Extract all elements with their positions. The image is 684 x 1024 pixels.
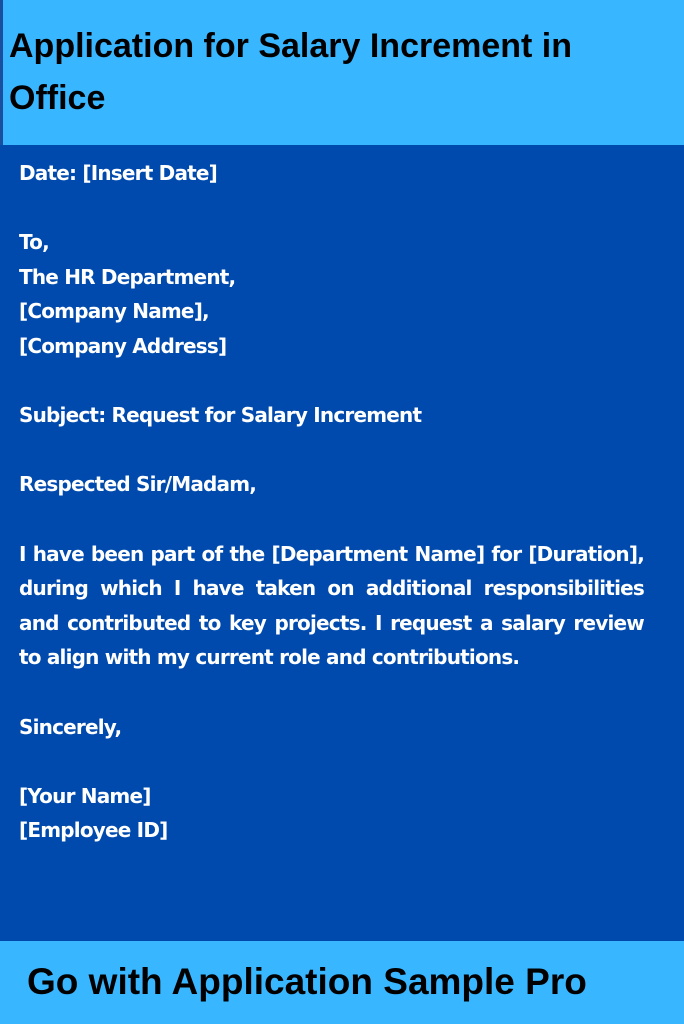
spacer: [19, 675, 644, 710]
signature-name: [Your Name]: [19, 783, 151, 808]
recipient-department: The HR Department,: [19, 264, 236, 289]
letter-salutation: Respected Sir/Madam,: [19, 472, 257, 497]
title-banner: [0, 0, 684, 145]
company-name: [Company Name],: [19, 299, 209, 324]
letter-date: Date: [Insert Date]: [19, 161, 218, 185]
letter-closing: Sincerely,: [19, 714, 122, 739]
page-title: Application for Salary Increment in Office: [9, 27, 573, 117]
footer-banner: [0, 941, 684, 1024]
spacer: [19, 433, 644, 468]
letter-body: [19, 156, 644, 848]
footer-tagline: Go with Application Sample Pro: [27, 961, 587, 1002]
letter-subject: Subject: Request for Salary Increment: [19, 403, 422, 428]
letter-paragraph: I have been part of the [Department Name] for [Duration], during which I have taken on additional responsibilities and contributed to key projects. I request a salary review to align with my current role and contributions.: [19, 541, 644, 670]
spacer: [19, 364, 644, 399]
spacer: [19, 502, 644, 537]
signature-employee-id: [Employee ID]: [19, 818, 168, 843]
company-address: [Company Address]: [19, 333, 227, 358]
spacer: [19, 191, 644, 226]
letter-to: To,: [19, 230, 49, 255]
spacer: [19, 744, 644, 779]
